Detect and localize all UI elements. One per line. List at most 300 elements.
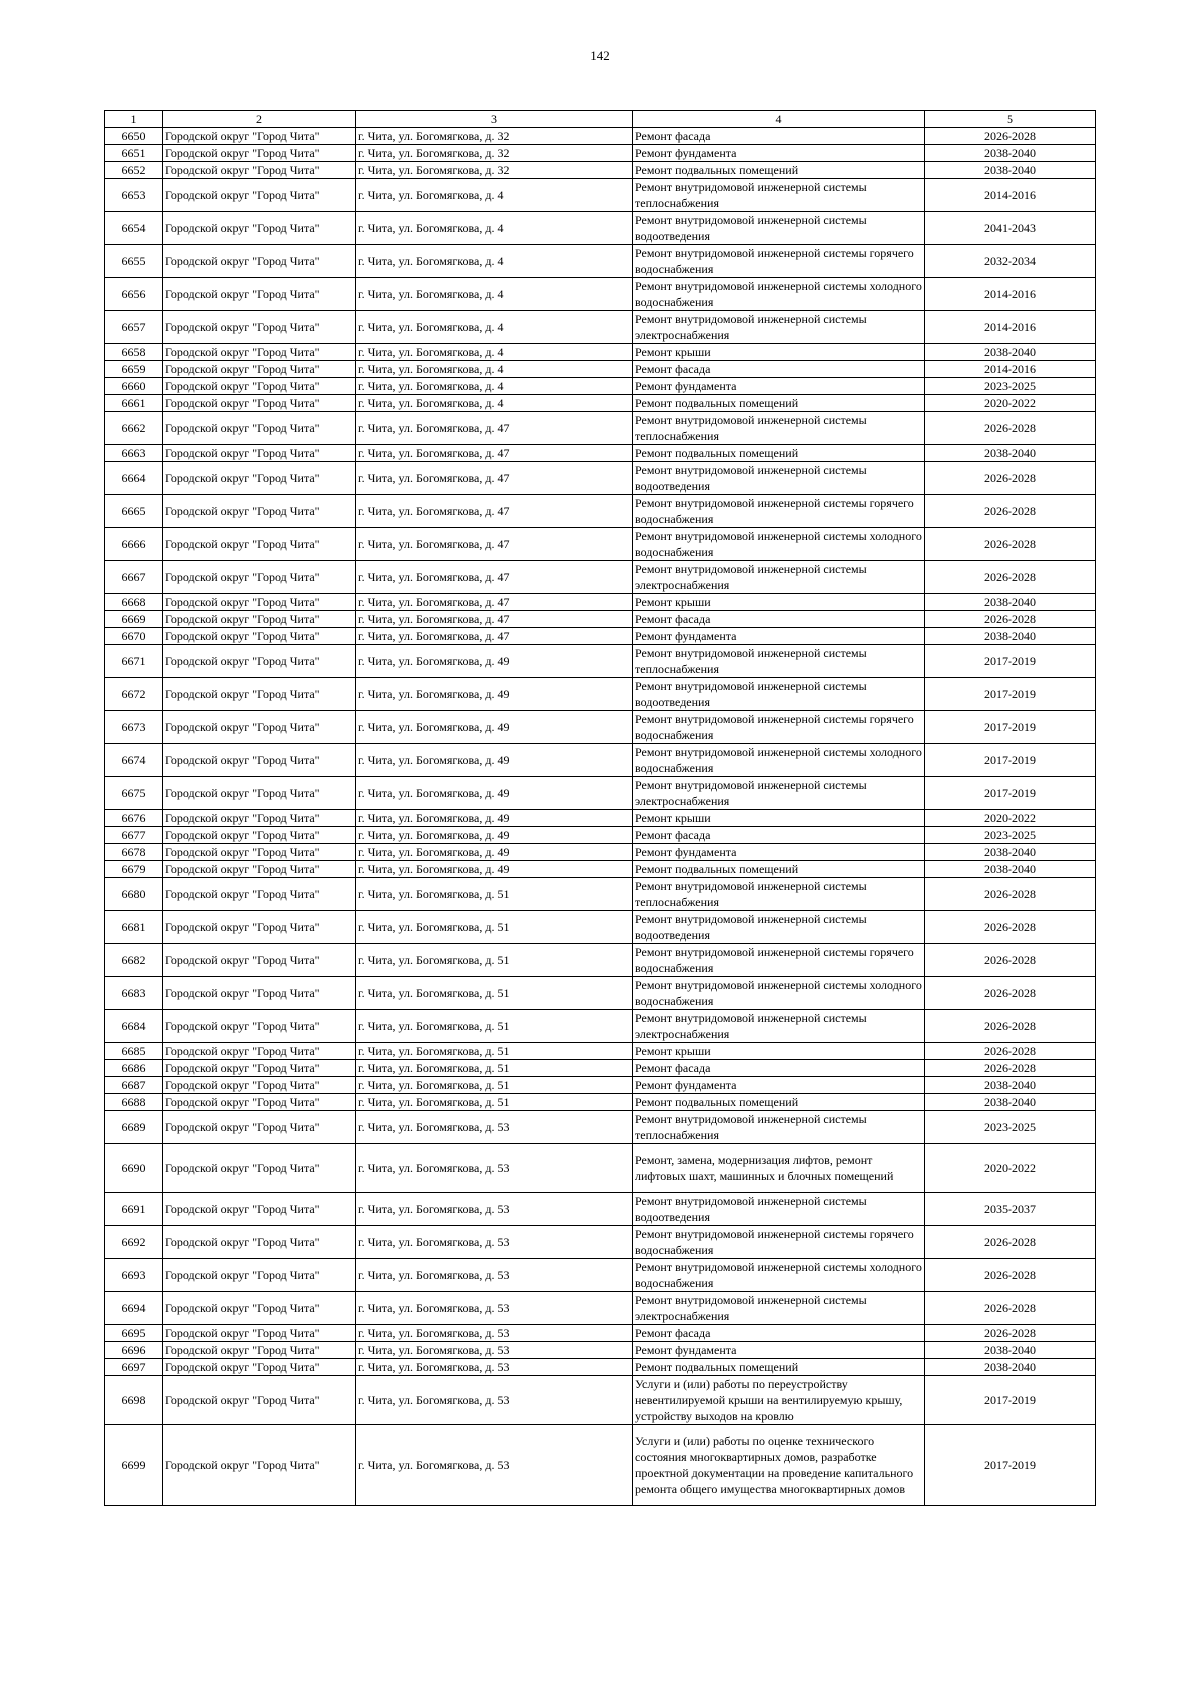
period-cell: 2026-2028 bbox=[925, 528, 1096, 561]
municipality-cell: Городской округ "Город Чита" bbox=[163, 1077, 356, 1094]
row-number-cell: 6662 bbox=[105, 412, 163, 445]
table-row bbox=[105, 744, 1096, 777]
municipality-cell: Городской округ "Город Чита" bbox=[163, 977, 356, 1010]
work-type-cell: Ремонт фасада bbox=[633, 1060, 925, 1077]
row-number-cell: 6681 bbox=[105, 911, 163, 944]
period-cell: 2026-2028 bbox=[925, 561, 1096, 594]
row-number-cell: 6684 bbox=[105, 1010, 163, 1043]
row-number-cell: 6685 bbox=[105, 1043, 163, 1060]
municipality-cell: Городской округ "Город Чита" bbox=[163, 810, 356, 827]
table-row bbox=[105, 1094, 1096, 1111]
municipality-cell: Городской округ "Город Чита" bbox=[163, 344, 356, 361]
row-number-cell: 6674 bbox=[105, 744, 163, 777]
period-cell: 2014-2016 bbox=[925, 278, 1096, 311]
period-cell: 2041-2043 bbox=[925, 212, 1096, 245]
municipality-cell: Городской округ "Город Чита" bbox=[163, 1060, 356, 1077]
address-cell: г. Чита, ул. Богомягкова, д. 49 bbox=[356, 711, 633, 744]
table-row bbox=[105, 495, 1096, 528]
work-type-cell: Ремонт внутридомовой инженерной системы горячего водоснабжения bbox=[633, 711, 925, 744]
period-cell: 2038-2040 bbox=[925, 628, 1096, 645]
period-cell: 2026-2028 bbox=[925, 1259, 1096, 1292]
work-type-cell: Ремонт внутридомовой инженерной системы горячего водоснабжения bbox=[633, 495, 925, 528]
address-cell: г. Чита, ул. Богомягкова, д. 32 bbox=[356, 128, 633, 145]
table-row bbox=[105, 162, 1096, 179]
municipality-cell: Городской округ "Город Чита" bbox=[163, 495, 356, 528]
municipality-cell: Городской округ "Город Чита" bbox=[163, 179, 356, 212]
table-row bbox=[105, 1043, 1096, 1060]
period-cell: 2023-2025 bbox=[925, 1111, 1096, 1144]
period-cell: 2026-2028 bbox=[925, 1325, 1096, 1342]
work-type-cell: Ремонт крыши bbox=[633, 810, 925, 827]
work-type-cell: Ремонт фасада bbox=[633, 611, 925, 628]
address-cell: г. Чита, ул. Богомягкова, д. 32 bbox=[356, 145, 633, 162]
address-cell: г. Чита, ул. Богомягкова, д. 4 bbox=[356, 344, 633, 361]
header-row bbox=[105, 111, 1096, 128]
work-type-cell: Ремонт внутридомовой инженерной системы холодного водоснабжения bbox=[633, 278, 925, 311]
address-cell: г. Чита, ул. Богомягкова, д. 53 bbox=[356, 1292, 633, 1325]
work-type-cell: Ремонт внутридомовой инженерной системы водоотведения bbox=[633, 212, 925, 245]
period-cell: 2035-2037 bbox=[925, 1193, 1096, 1226]
table-row bbox=[105, 1325, 1096, 1342]
address-cell: г. Чита, ул. Богомягкова, д. 47 bbox=[356, 611, 633, 628]
row-number-cell: 6661 bbox=[105, 395, 163, 412]
row-number-cell: 6680 bbox=[105, 878, 163, 911]
address-cell: г. Чита, ул. Богомягкова, д. 53 bbox=[356, 1111, 633, 1144]
row-number-cell: 6660 bbox=[105, 378, 163, 395]
period-cell: 2017-2019 bbox=[925, 711, 1096, 744]
municipality-cell: Городской округ "Город Чита" bbox=[163, 861, 356, 878]
row-number-cell: 6650 bbox=[105, 128, 163, 145]
period-cell: 2026-2028 bbox=[925, 1010, 1096, 1043]
period-cell: 2020-2022 bbox=[925, 810, 1096, 827]
period-cell: 2026-2028 bbox=[925, 1043, 1096, 1060]
table-row bbox=[105, 777, 1096, 810]
municipality-cell: Городской округ "Город Чита" bbox=[163, 561, 356, 594]
address-cell: г. Чита, ул. Богомягкова, д. 53 bbox=[356, 1342, 633, 1359]
table-row bbox=[105, 1144, 1096, 1193]
municipality-cell: Городской округ "Город Чита" bbox=[163, 528, 356, 561]
row-number-cell: 6687 bbox=[105, 1077, 163, 1094]
municipality-cell: Городской округ "Город Чита" bbox=[163, 678, 356, 711]
table-row bbox=[105, 645, 1096, 678]
work-type-cell: Ремонт внутридомовой инженерной системы горячего водоснабжения bbox=[633, 245, 925, 278]
municipality-cell: Городской округ "Город Чита" bbox=[163, 395, 356, 412]
address-cell: г. Чита, ул. Богомягкова, д. 49 bbox=[356, 827, 633, 844]
row-number-cell: 6692 bbox=[105, 1226, 163, 1259]
period-cell: 2038-2040 bbox=[925, 344, 1096, 361]
table-row bbox=[105, 1359, 1096, 1376]
address-cell: г. Чита, ул. Богомягкова, д. 53 bbox=[356, 1193, 633, 1226]
work-type-cell: Ремонт фундамента bbox=[633, 1077, 925, 1094]
period-cell: 2023-2025 bbox=[925, 827, 1096, 844]
work-type-cell: Ремонт, замена, модернизация лифтов, ремонт лифтовых шахт, машинных и блочных помещений bbox=[633, 1144, 925, 1193]
address-cell: г. Чита, ул. Богомягкова, д. 49 bbox=[356, 844, 633, 861]
address-cell: г. Чита, ул. Богомягкова, д. 47 bbox=[356, 561, 633, 594]
municipality-cell: Городской округ "Город Чита" bbox=[163, 1043, 356, 1060]
row-number-cell: 6655 bbox=[105, 245, 163, 278]
row-number-cell: 6654 bbox=[105, 212, 163, 245]
table-row bbox=[105, 395, 1096, 412]
municipality-cell: Городской округ "Город Чита" bbox=[163, 1094, 356, 1111]
table-row bbox=[105, 344, 1096, 361]
table-row bbox=[105, 611, 1096, 628]
municipality-cell: Городской округ "Город Чита" bbox=[163, 1342, 356, 1359]
address-cell: г. Чита, ул. Богомягкова, д. 51 bbox=[356, 1060, 633, 1077]
address-cell: г. Чита, ул. Богомягкова, д. 47 bbox=[356, 412, 633, 445]
row-number-cell: 6669 bbox=[105, 611, 163, 628]
table-row bbox=[105, 561, 1096, 594]
table-row bbox=[105, 311, 1096, 344]
address-cell: г. Чита, ул. Богомягкова, д. 4 bbox=[356, 212, 633, 245]
address-cell: г. Чита, ул. Богомягкова, д. 49 bbox=[356, 645, 633, 678]
row-number-cell: 6697 bbox=[105, 1359, 163, 1376]
address-cell: г. Чита, ул. Богомягкова, д. 4 bbox=[356, 179, 633, 212]
period-cell: 2026-2028 bbox=[925, 1226, 1096, 1259]
address-cell: г. Чита, ул. Богомягкова, д. 47 bbox=[356, 594, 633, 611]
period-cell: 2017-2019 bbox=[925, 645, 1096, 678]
municipality-cell: Городской округ "Город Чита" bbox=[163, 911, 356, 944]
row-number-cell: 6668 bbox=[105, 594, 163, 611]
municipality-cell: Городской округ "Город Чита" bbox=[163, 162, 356, 179]
table-row bbox=[105, 1193, 1096, 1226]
address-cell: г. Чита, ул. Богомягкова, д. 51 bbox=[356, 1094, 633, 1111]
row-number-cell: 6659 bbox=[105, 361, 163, 378]
municipality-cell: Городской округ "Город Чита" bbox=[163, 412, 356, 445]
period-cell: 2026-2028 bbox=[925, 878, 1096, 911]
municipality-cell: Городской округ "Город Чита" bbox=[163, 777, 356, 810]
table-row bbox=[105, 128, 1096, 145]
work-type-cell: Ремонт фундамента bbox=[633, 145, 925, 162]
period-cell: 2014-2016 bbox=[925, 361, 1096, 378]
work-type-cell: Услуги и (или) работы по оценке технического состояния многоквартирных домов, разработке проектной документации на проведение капитального ремонта общего имущества многоквартирных домов bbox=[633, 1425, 925, 1506]
work-type-cell: Ремонт подвальных помещений bbox=[633, 395, 925, 412]
address-cell: г. Чита, ул. Богомягкова, д. 32 bbox=[356, 162, 633, 179]
table-row bbox=[105, 1342, 1096, 1359]
address-cell: г. Чита, ул. Богомягкова, д. 47 bbox=[356, 495, 633, 528]
work-type-cell: Ремонт внутридомовой инженерной системы электроснабжения bbox=[633, 311, 925, 344]
period-cell: 2026-2028 bbox=[925, 1060, 1096, 1077]
work-type-cell: Ремонт внутридомовой инженерной системы горячего водоснабжения bbox=[633, 1226, 925, 1259]
table-row bbox=[105, 1259, 1096, 1292]
table-row bbox=[105, 462, 1096, 495]
period-cell: 2038-2040 bbox=[925, 162, 1096, 179]
work-type-cell: Ремонт крыши bbox=[633, 1043, 925, 1060]
municipality-cell: Городской округ "Город Чита" bbox=[163, 1376, 356, 1425]
work-type-cell: Ремонт фасада bbox=[633, 128, 925, 145]
row-number-cell: 6670 bbox=[105, 628, 163, 645]
municipality-cell: Городской округ "Город Чита" bbox=[163, 1226, 356, 1259]
row-number-cell: 6689 bbox=[105, 1111, 163, 1144]
table-row bbox=[105, 445, 1096, 462]
table-row bbox=[105, 179, 1096, 212]
work-type-cell: Ремонт внутридомовой инженерной системы горячего водоснабжения bbox=[633, 944, 925, 977]
municipality-cell: Городской округ "Город Чита" bbox=[163, 1259, 356, 1292]
row-number-cell: 6686 bbox=[105, 1060, 163, 1077]
address-cell: г. Чита, ул. Богомягкова, д. 51 bbox=[356, 977, 633, 1010]
work-type-cell: Ремонт внутридомовой инженерной системы холодного водоснабжения bbox=[633, 744, 925, 777]
row-number-cell: 6695 bbox=[105, 1325, 163, 1342]
address-cell: г. Чита, ул. Богомягкова, д. 49 bbox=[356, 744, 633, 777]
period-cell: 2026-2028 bbox=[925, 944, 1096, 977]
municipality-cell: Городской округ "Город Чита" bbox=[163, 711, 356, 744]
municipality-cell: Городской округ "Город Чита" bbox=[163, 594, 356, 611]
work-type-cell: Ремонт подвальных помещений bbox=[633, 162, 925, 179]
period-cell: 2014-2016 bbox=[925, 179, 1096, 212]
table-row bbox=[105, 844, 1096, 861]
table-row bbox=[105, 678, 1096, 711]
row-number-cell: 6667 bbox=[105, 561, 163, 594]
row-number-cell: 6671 bbox=[105, 645, 163, 678]
table-row bbox=[105, 977, 1096, 1010]
work-type-cell: Ремонт внутридомовой инженерной системы холодного водоснабжения bbox=[633, 528, 925, 561]
row-number-cell: 6690 bbox=[105, 1144, 163, 1193]
table-body bbox=[105, 128, 1096, 1506]
row-number-cell: 6663 bbox=[105, 445, 163, 462]
table-row bbox=[105, 278, 1096, 311]
work-type-cell: Ремонт внутридомовой инженерной системы теплоснабжения bbox=[633, 412, 925, 445]
row-number-cell: 6665 bbox=[105, 495, 163, 528]
address-cell: г. Чита, ул. Богомягкова, д. 49 bbox=[356, 777, 633, 810]
address-cell: г. Чита, ул. Богомягкова, д. 49 bbox=[356, 810, 633, 827]
address-cell: г. Чита, ул. Богомягкова, д. 53 bbox=[356, 1226, 633, 1259]
period-cell: 2017-2019 bbox=[925, 777, 1096, 810]
work-type-cell: Ремонт внутридомовой инженерной системы электроснабжения bbox=[633, 1010, 925, 1043]
address-cell: г. Чита, ул. Богомягкова, д. 4 bbox=[356, 311, 633, 344]
municipality-cell: Городской округ "Город Чита" bbox=[163, 611, 356, 628]
address-cell: г. Чита, ул. Богомягкова, д. 4 bbox=[356, 395, 633, 412]
row-number-cell: 6672 bbox=[105, 678, 163, 711]
address-cell: г. Чита, ул. Богомягкова, д. 4 bbox=[356, 245, 633, 278]
row-number-cell: 6673 bbox=[105, 711, 163, 744]
period-cell: 2026-2028 bbox=[925, 128, 1096, 145]
table-row bbox=[105, 827, 1096, 844]
address-cell: г. Чита, ул. Богомягкова, д. 53 bbox=[356, 1359, 633, 1376]
period-cell: 2038-2040 bbox=[925, 594, 1096, 611]
municipality-cell: Городской округ "Город Чита" bbox=[163, 1325, 356, 1342]
row-number-cell: 6694 bbox=[105, 1292, 163, 1325]
municipality-cell: Городской округ "Город Чита" bbox=[163, 944, 356, 977]
period-cell: 2038-2040 bbox=[925, 145, 1096, 162]
period-cell: 2017-2019 bbox=[925, 744, 1096, 777]
row-number-cell: 6653 bbox=[105, 179, 163, 212]
period-cell: 2020-2022 bbox=[925, 1144, 1096, 1193]
row-number-cell: 6652 bbox=[105, 162, 163, 179]
table-row bbox=[105, 594, 1096, 611]
table-row bbox=[105, 911, 1096, 944]
table-row bbox=[105, 1376, 1096, 1425]
header-cell-3: 3 bbox=[356, 111, 633, 128]
municipality-cell: Городской округ "Город Чита" bbox=[163, 844, 356, 861]
period-cell: 2026-2028 bbox=[925, 1292, 1096, 1325]
work-type-cell: Ремонт внутридомовой инженерной системы холодного водоснабжения bbox=[633, 1259, 925, 1292]
period-cell: 2026-2028 bbox=[925, 495, 1096, 528]
work-type-cell: Ремонт внутридомовой инженерной системы электроснабжения bbox=[633, 777, 925, 810]
repair-schedule-table bbox=[104, 110, 1096, 1506]
header-cell-5: 5 bbox=[925, 111, 1096, 128]
period-cell: 2023-2025 bbox=[925, 378, 1096, 395]
period-cell: 2032-2034 bbox=[925, 245, 1096, 278]
address-cell: г. Чита, ул. Богомягкова, д. 53 bbox=[356, 1425, 633, 1506]
table-row bbox=[105, 412, 1096, 445]
municipality-cell: Городской округ "Город Чита" bbox=[163, 378, 356, 395]
period-cell: 2026-2028 bbox=[925, 611, 1096, 628]
work-type-cell: Ремонт подвальных помещений bbox=[633, 1094, 925, 1111]
address-cell: г. Чита, ул. Богомягкова, д. 47 bbox=[356, 628, 633, 645]
municipality-cell: Городской округ "Город Чита" bbox=[163, 1292, 356, 1325]
table-row bbox=[105, 1077, 1096, 1094]
period-cell: 2038-2040 bbox=[925, 1342, 1096, 1359]
work-type-cell: Ремонт крыши bbox=[633, 344, 925, 361]
row-number-cell: 6676 bbox=[105, 810, 163, 827]
row-number-cell: 6688 bbox=[105, 1094, 163, 1111]
period-cell: 2017-2019 bbox=[925, 678, 1096, 711]
row-number-cell: 6678 bbox=[105, 844, 163, 861]
table-row bbox=[105, 1292, 1096, 1325]
address-cell: г. Чита, ул. Богомягкова, д. 51 bbox=[356, 1010, 633, 1043]
row-number-cell: 6651 bbox=[105, 145, 163, 162]
row-number-cell: 6699 bbox=[105, 1425, 163, 1506]
municipality-cell: Городской округ "Город Чита" bbox=[163, 1359, 356, 1376]
address-cell: г. Чита, ул. Богомягкова, д. 53 bbox=[356, 1144, 633, 1193]
table-row bbox=[105, 361, 1096, 378]
work-type-cell: Ремонт крыши bbox=[633, 594, 925, 611]
work-type-cell: Ремонт внутридомовой инженерной системы водоотведения bbox=[633, 678, 925, 711]
table-row bbox=[105, 245, 1096, 278]
address-cell: г. Чита, ул. Богомягкова, д. 53 bbox=[356, 1259, 633, 1292]
period-cell: 2038-2040 bbox=[925, 1094, 1096, 1111]
table-row bbox=[105, 378, 1096, 395]
period-cell: 2026-2028 bbox=[925, 462, 1096, 495]
period-cell: 2026-2028 bbox=[925, 977, 1096, 1010]
row-number-cell: 6675 bbox=[105, 777, 163, 810]
work-type-cell: Ремонт фасада bbox=[633, 361, 925, 378]
work-type-cell: Ремонт внутридомовой инженерной системы теплоснабжения bbox=[633, 179, 925, 212]
address-cell: г. Чита, ул. Богомягкова, д. 49 bbox=[356, 678, 633, 711]
work-type-cell: Ремонт подвальных помещений bbox=[633, 445, 925, 462]
address-cell: г. Чита, ул. Богомягкова, д. 51 bbox=[356, 878, 633, 911]
table-row bbox=[105, 878, 1096, 911]
row-number-cell: 6656 bbox=[105, 278, 163, 311]
period-cell: 2026-2028 bbox=[925, 412, 1096, 445]
work-type-cell: Ремонт фундамента bbox=[633, 628, 925, 645]
municipality-cell: Городской округ "Город Чита" bbox=[163, 827, 356, 844]
table-row bbox=[105, 810, 1096, 827]
table-row bbox=[105, 528, 1096, 561]
table-row bbox=[105, 944, 1096, 977]
table-row bbox=[105, 1010, 1096, 1043]
work-type-cell: Ремонт фасада bbox=[633, 827, 925, 844]
municipality-cell: Городской округ "Город Чита" bbox=[163, 145, 356, 162]
address-cell: г. Чита, ул. Богомягкова, д. 4 bbox=[356, 378, 633, 395]
address-cell: г. Чита, ул. Богомягкова, д. 51 bbox=[356, 944, 633, 977]
row-number-cell: 6657 bbox=[105, 311, 163, 344]
address-cell: г. Чита, ул. Богомягкова, д. 4 bbox=[356, 361, 633, 378]
period-cell: 2014-2016 bbox=[925, 311, 1096, 344]
municipality-cell: Городской округ "Город Чита" bbox=[163, 245, 356, 278]
table-row bbox=[105, 1226, 1096, 1259]
work-type-cell: Ремонт внутридомовой инженерной системы водоотведения bbox=[633, 462, 925, 495]
address-cell: г. Чита, ул. Богомягкова, д. 47 bbox=[356, 462, 633, 495]
work-type-cell: Услуги и (или) работы по переустройству невентилируемой крыши на вентилируемую крышу, устройству выходов на кровлю bbox=[633, 1376, 925, 1425]
row-number-cell: 6691 bbox=[105, 1193, 163, 1226]
municipality-cell: Городской округ "Город Чита" bbox=[163, 445, 356, 462]
row-number-cell: 6683 bbox=[105, 977, 163, 1010]
municipality-cell: Городской округ "Город Чита" bbox=[163, 1111, 356, 1144]
address-cell: г. Чита, ул. Богомягкова, д. 53 bbox=[356, 1325, 633, 1342]
address-cell: г. Чита, ул. Богомягкова, д. 53 bbox=[356, 1376, 633, 1425]
address-cell: г. Чита, ул. Богомягкова, д. 51 bbox=[356, 1077, 633, 1094]
period-cell: 2038-2040 bbox=[925, 445, 1096, 462]
row-number-cell: 6696 bbox=[105, 1342, 163, 1359]
work-type-cell: Ремонт подвальных помещений bbox=[633, 861, 925, 878]
municipality-cell: Городской округ "Город Чита" bbox=[163, 462, 356, 495]
row-number-cell: 6677 bbox=[105, 827, 163, 844]
header-cell-2: 2 bbox=[163, 111, 356, 128]
row-number-cell: 6664 bbox=[105, 462, 163, 495]
address-cell: г. Чита, ул. Богомягкова, д. 47 bbox=[356, 445, 633, 462]
table-row bbox=[105, 212, 1096, 245]
table-row bbox=[105, 145, 1096, 162]
municipality-cell: Городской округ "Город Чита" bbox=[163, 628, 356, 645]
municipality-cell: Городской округ "Город Чита" bbox=[163, 744, 356, 777]
table-row bbox=[105, 711, 1096, 744]
municipality-cell: Городской округ "Город Чита" bbox=[163, 1144, 356, 1193]
work-type-cell: Ремонт фундамента bbox=[633, 1342, 925, 1359]
work-type-cell: Ремонт фундамента bbox=[633, 378, 925, 395]
work-type-cell: Ремонт внутридомовой инженерной системы электроснабжения bbox=[633, 1292, 925, 1325]
work-type-cell: Ремонт внутридомовой инженерной системы водоотведения bbox=[633, 1193, 925, 1226]
address-cell: г. Чита, ул. Богомягкова, д. 4 bbox=[356, 278, 633, 311]
table-row bbox=[105, 1060, 1096, 1077]
table-row bbox=[105, 628, 1096, 645]
row-number-cell: 6693 bbox=[105, 1259, 163, 1292]
municipality-cell: Городской округ "Город Чита" bbox=[163, 128, 356, 145]
work-type-cell: Ремонт фундамента bbox=[633, 844, 925, 861]
period-cell: 2038-2040 bbox=[925, 861, 1096, 878]
period-cell: 2038-2040 bbox=[925, 1359, 1096, 1376]
period-cell: 2017-2019 bbox=[925, 1425, 1096, 1506]
work-type-cell: Ремонт фасада bbox=[633, 1325, 925, 1342]
period-cell: 2020-2022 bbox=[925, 395, 1096, 412]
address-cell: г. Чита, ул. Богомягкова, д. 47 bbox=[356, 528, 633, 561]
header-cell-4: 4 bbox=[633, 111, 925, 128]
period-cell: 2038-2040 bbox=[925, 844, 1096, 861]
municipality-cell: Городской округ "Город Чита" bbox=[163, 1425, 356, 1506]
period-cell: 2017-2019 bbox=[925, 1376, 1096, 1425]
municipality-cell: Городской округ "Город Чита" bbox=[163, 311, 356, 344]
row-number-cell: 6666 bbox=[105, 528, 163, 561]
municipality-cell: Городской округ "Город Чита" bbox=[163, 878, 356, 911]
work-type-cell: Ремонт внутридомовой инженерной системы теплоснабжения bbox=[633, 878, 925, 911]
period-cell: 2026-2028 bbox=[925, 911, 1096, 944]
address-cell: г. Чита, ул. Богомягкова, д. 51 bbox=[356, 911, 633, 944]
municipality-cell: Городской округ "Город Чита" bbox=[163, 278, 356, 311]
work-type-cell: Ремонт внутридомовой инженерной системы теплоснабжения bbox=[633, 645, 925, 678]
address-cell: г. Чита, ул. Богомягкова, д. 51 bbox=[356, 1043, 633, 1060]
municipality-cell: Городской округ "Город Чита" bbox=[163, 1193, 356, 1226]
work-type-cell: Ремонт внутридомовой инженерной системы водоотведения bbox=[633, 911, 925, 944]
table-row bbox=[105, 1425, 1096, 1506]
row-number-cell: 6698 bbox=[105, 1376, 163, 1425]
work-type-cell: Ремонт внутридомовой инженерной системы холодного водоснабжения bbox=[633, 977, 925, 1010]
work-type-cell: Ремонт подвальных помещений bbox=[633, 1359, 925, 1376]
address-cell: г. Чита, ул. Богомягкова, д. 49 bbox=[356, 861, 633, 878]
row-number-cell: 6658 bbox=[105, 344, 163, 361]
work-type-cell: Ремонт внутридомовой инженерной системы электроснабжения bbox=[633, 561, 925, 594]
row-number-cell: 6679 bbox=[105, 861, 163, 878]
municipality-cell: Городской округ "Город Чита" bbox=[163, 212, 356, 245]
header-cell-1: 1 bbox=[105, 111, 163, 128]
